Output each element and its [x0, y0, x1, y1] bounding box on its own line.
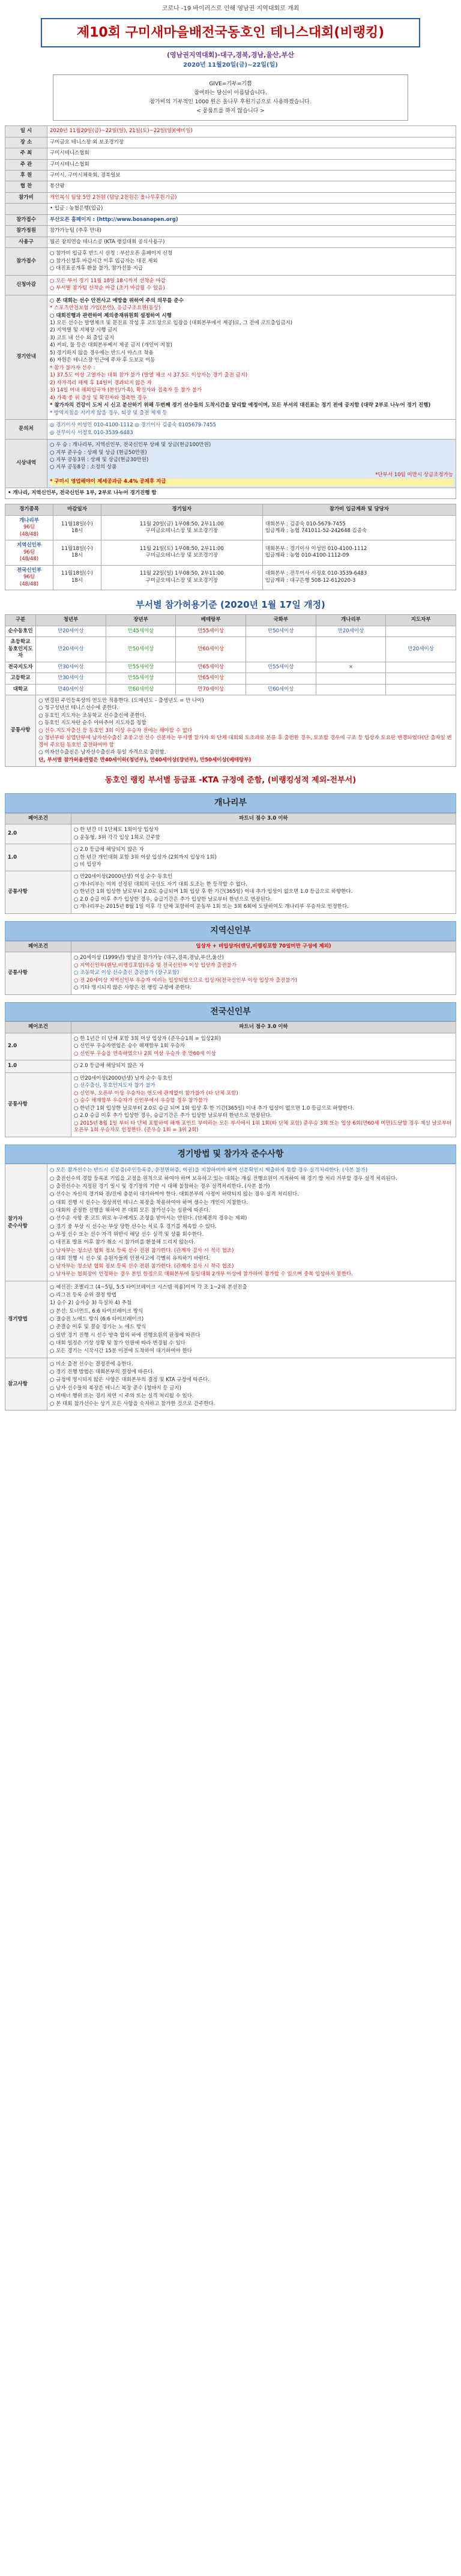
info-label: 문의처 [5, 420, 47, 440]
grade-row-label: 전국지도자 [5, 662, 36, 673]
rules-line: ○ 경기 중 부상 시 선수는 부상 당한 선수는 치료 후 경기를 계속할 수 있다. [50, 1223, 217, 1230]
grade-cell: 만55세이상 [246, 662, 316, 673]
rules-line: ○ 남자부는 청소년 협회 정보 등록 선수 전원 참가한다. (관계자 검사 시 적극 협조) [50, 1247, 234, 1254]
rules-row-label: 참고사항 [5, 1358, 47, 1410]
grade-note-line: ○ 선수.지도자출신 등 동호인 3회 이상 우승자 전에는 해야할 수 없다 [38, 727, 193, 734]
grade-cell: 만65세이상 [176, 662, 246, 673]
division-count: 96팀 [23, 524, 35, 531]
grade-cell [246, 637, 316, 662]
game-line: 4) 가족 중 위 증상 및 확진자와 접촉한 경우 [50, 395, 147, 401]
jeopsu-line: ○ 참가신청후 마감시간 이후 입금자는 대진 제외 [50, 258, 158, 264]
schedule-header: 경기일자 [101, 504, 263, 515]
gaenari-row [5, 824, 456, 844]
info-row [5, 137, 456, 148]
gaenari-row [5, 844, 456, 871]
rank-title: 동호인 랭킹 부서별 등급표 -KTA 규정에 준함, (비랭킹성적 제외-전부서) [104, 776, 357, 785]
info-value: 2020년 11월20일(금)~22일(일), 21일(토)~22일(일)(예비일) [47, 126, 456, 137]
rules-line: ○ 비매너 행위 또는 경기 지연 시 주의 또는 실격 처리될 수 있다. [50, 1392, 194, 1399]
grade-notes [36, 695, 456, 767]
grade-row-label: 순수동호인 [5, 626, 36, 636]
info-row [5, 192, 456, 203]
gaenari-row [5, 871, 456, 913]
game-line: 4) 커피, 물 등은 대회본부에서 제공 금지 (개인이 지참) [50, 342, 172, 349]
rules-line: ○ 예선전: 조별리그 (4~5팀, 5:5 타이브레이크 시스템 적용)이며 각 조 1~2위 본선진출 [50, 1284, 247, 1290]
schedule-cell: 대회본부 : 전무이사 서정호 010-3539-6483 입금계좌 : 대구은행 508-12-612020-3 [262, 565, 456, 590]
info-label: 일 시 [5, 126, 47, 137]
game-line: 2) 지역별 및 지체장 시행 금지 [50, 327, 118, 334]
schedule-row [5, 540, 456, 565]
jeopsu-line: ○ 대진표공개후 환불 불가, 참가선물 지급 [50, 265, 143, 272]
region-table [5, 941, 456, 995]
gaenari-row-content [71, 844, 456, 871]
grade-cell: 만60세이상 [246, 684, 316, 695]
rules-line: 1) 승수 2) 승자승 3) 득실차 4) 추첨 [50, 1300, 131, 1307]
info-row [5, 237, 456, 247]
national-line: ○ 선수출신, 동호인지도자 참가 불가 [74, 1083, 155, 1089]
rules-line: ○ 본선: 토너먼트, 6:6 타이브레이크 방식 [50, 1308, 143, 1314]
gaenari-line: ○ 2.0 등급에 해당되지 않은 자 [74, 847, 144, 853]
schedule-cell: 11월18일(수) 18시 [53, 565, 101, 590]
region-line: ○ 조동학교 이상 선수출신 출전불가 (장구포함) [74, 970, 179, 976]
rules-line: ○ 출전선수의 경합 등록표 기입을 고정을 원칙으로 하여야 하며 보유하고 있는 대회는 재심 진행요원이 지적하여 해 경기 방 처리 거부할 경우 실격 처리된다. [50, 1175, 397, 1182]
grade-cell: 만55세이상 [176, 626, 246, 636]
gaenari-title: 개나리부 [5, 793, 456, 813]
national-row-content [71, 1033, 456, 1060]
national-table [5, 1021, 456, 1137]
gaenari-line: ○ 한년간 1회 입상한 날로부터 2.0로 승급되며 1회 입상 후 한 기간(365일) 이내 추가 입상이 없으면 1.0 등급으로 하향한다. [74, 889, 353, 895]
grade-notes-label: 공통사항 [5, 695, 36, 767]
gaenari-line: ○ 만20세이상(2000년생) 여성 순수 동호인 [74, 874, 173, 880]
national-row [5, 1072, 456, 1137]
grade-title: 부서별 참가허용기준 (2020년 1월 17일 개정) [136, 599, 325, 610]
schedule-header: 마감일자 [53, 504, 101, 515]
grade-table [5, 614, 456, 767]
game-line: * 방역지침을 지키지 않을 경우, 퇴장 및 출전 제재 등 [50, 410, 167, 416]
grade-header: 베테랑부 [176, 615, 246, 626]
game-line: * 참가 불가자 선수 : [50, 364, 95, 371]
national-header: 페어조건 [5, 1022, 71, 1033]
division-count-split: (48/48) [19, 581, 39, 587]
schedule-division [5, 565, 53, 590]
rules-line: ○ 대회 일정은 기상 상황 및 참가 인원에 따라 변경될 수 있다 [50, 1340, 185, 1346]
region-line: ○ 기타 명시되지 않은 사항은 전 랭킹 규정에 준한다. [74, 985, 191, 991]
info-label: 참가비 [5, 192, 47, 203]
info-value: 구미시테니스협회 [47, 148, 456, 159]
gaenari-table [5, 813, 456, 914]
game-line: ○ 본 대회는 선수 안전사고 예방을 위하여 주의 의무를 준수 [50, 297, 184, 304]
rules-line: ○ 리그전 등록 순위 결정 방법 [50, 1292, 117, 1299]
grade-note-line: ○ 여자선수출신은 남자선수출신과 동일 자격으로 출전함. [38, 749, 166, 756]
region-line: ○ 전 20세이상 지역신인부 우승자 여러는 입상되었으므로 입상자(전국신인부 이상 입상자 출전불가) [74, 977, 298, 984]
grade-cell: 만50세이상 [106, 637, 176, 662]
grade-cell [316, 673, 386, 684]
info-label: 참가접수 [5, 248, 47, 275]
rules-line: ○ 남자부는 협회장이 인정하는 경우 본인 한정으로 대회본부에 동일대회 2개부 이상에 참가하여 참가할 수 있으며 중복 입상하지 못한다. [50, 1271, 353, 1278]
grade-header: 장년부 [106, 615, 176, 626]
grade-cell [246, 673, 316, 684]
info-row-divisions [5, 488, 456, 498]
rules-line: ○ 모든 참가선수는 반드시 신분증(주민등록증, 운전면허증, 여권)을 지참하여야 하며 신분확인시 제출하지 못할 경우 실격처리한다. (사본 불가) [50, 1167, 368, 1174]
national-header: 파트너 점수 3.0 이하 [71, 1022, 456, 1033]
info-row-jeopsu [5, 248, 456, 275]
info-row-contact [5, 420, 456, 440]
national-row-content [71, 1060, 456, 1072]
intro-line: 참여하는 당신이 아름답습니다. [194, 89, 267, 96]
grade-row [5, 673, 456, 684]
grade-cell [316, 637, 386, 662]
national-line: ○ 2015년 8월 1일 부터 타 단체 포함하여 해재 포인트 부여하는 모든 부서에서 1위 1회(타 단체 포함) 준우승 3회 또는 입상 6회(만60세 미만)도달할 경우 재설 날로부터 오픈부 1회 우승자로 인정한다. (준우승 1회 = 3위 2회) [74, 1120, 452, 1134]
game-line: ○ 대회진행과 관련하여 제의중재위원회 설정하여 시행 [50, 312, 172, 319]
division-count-split: (48/48) [19, 531, 39, 537]
info-value: 구미시테니스협회 [47, 159, 456, 170]
grade-cell: 만60세이상 [176, 637, 246, 662]
schedule-division [5, 515, 53, 540]
info-row-award [5, 440, 456, 488]
rules-line: ○ 출전선수는 지정된 경기 일시 및 경기장의 기반 시 대해 불참하는 경우 실격처리한다. (사본 불가) [50, 1184, 270, 1190]
info-label: 장 소 [5, 137, 47, 148]
grade-cell: × [316, 662, 386, 673]
grade-cell: 만45세이상 [106, 626, 176, 636]
national-title: 전국신인부 [5, 1002, 456, 1022]
gaenari-row-label: 공통사항 [5, 871, 71, 913]
grade-cell: 만20세이상 [386, 637, 456, 662]
info-value: 참가가능팀 (추후 안내) [47, 226, 456, 237]
grade-cell: 만30세이상 [36, 662, 106, 673]
schedule-cell: 11월18일(수) 18시 [53, 515, 101, 540]
grade-note-line: ○ 청구성년선 테니스선수에 준한다. [38, 705, 119, 712]
info-value: • 입금 : 농협은행(입금) [47, 204, 456, 214]
rules-row [5, 1358, 456, 1410]
rules-line: ○ 경기 진행 방법은 대회본부의 결정에 따른다. [50, 1368, 155, 1375]
info-label: 협 찬 [5, 181, 47, 192]
gaenari-line: ○ 2.0 승급 이후 추가 입상한 경우, 승급기간은 추가 입상한 날로부터 한년으로 연장된다. [74, 896, 272, 903]
award-line: ○ 지부 준우승 : 상패 및 상금 (현금50만원) [50, 449, 147, 456]
rules-line: ○ 결승전 노애드 방식 (6:6 타이브레이크) [50, 1316, 144, 1323]
grade-row-label: 초등학교 동호인지도자 [5, 637, 36, 662]
gaenari-line: ○ 비 입상자 [74, 862, 101, 868]
grade-cell: 만20세이상 [36, 626, 106, 636]
grade-note-line: ○ 청년부와 실업단부에 남자선수출신 초중고선 선수 신분자는 부서별 참가자 외 단체 대회외 토조과로 분류 후 출전한 경우, 토조할 경우에 구조 등 입상자 토요판 변경되었다(단 출자일 변경이 주요된 동호인 출전하여야 함 [38, 735, 452, 748]
national-row-content [71, 1072, 456, 1137]
rules-line: ○ 대회 진행 시 선수 및 응원자들의 안전사고에 각별히 유의하기 바란다. [50, 1255, 211, 1262]
national-line: ○ 2.0 등급에 해당되지 않은 자 [74, 1063, 144, 1069]
info-row-cancel [5, 275, 456, 295]
national-line: ○ 신인부, 오픈부 이상 우승자는 연도에 관계없이 참가불가 (타 단체 포함) [74, 1090, 238, 1096]
game-line: * 스포츠안전보험 가입(본인), 응급구조요원(동상) [50, 305, 161, 312]
gaenari-line: ○ 개나리부는 여의 선정된 대회의 국선도 자기 대회 토조는 한 등작할 수 없다. [74, 881, 247, 887]
grade-cell: 만20세이상 [316, 626, 386, 636]
game-line: 1) 모든 선수는 발열체크 및 문진표 작성 후 코트장으로 입장을 (대회본부에서 제공)로, 그 전에 코트출입금지) [50, 320, 293, 326]
grade-row-label: 고등학교 [5, 673, 36, 684]
grade-cell [386, 626, 456, 636]
grade-cell: 만20세이상 [36, 637, 106, 662]
grade-cell: 만30세이상 [36, 673, 106, 684]
region-row [5, 952, 456, 994]
national-line: ○ 한 1년간 더 단체 포함 3회 이상 입상자 (준우승1회 = 입상2회) [74, 1035, 221, 1042]
intro-line: GIVE=기부=기쁨 [209, 80, 252, 87]
divisions-line: • 개나리, 지역신인부, 전국신인부 1부, 2부로 나누어 경기진행 함 [5, 488, 456, 498]
info-row [5, 159, 456, 170]
grade-cell: 만60세이상 [106, 684, 176, 695]
contact-line: ◎ 경기이사 이성민 010-4100-1112 ◎ 경기이사 김종숙 0105679-7455 [50, 422, 216, 429]
award-tax-note: * 구미시 영업해야이 제세공과금 4.4% 공제후 지급 [50, 479, 453, 485]
rules-row [5, 1281, 456, 1358]
division-name: 개나리부 [19, 517, 39, 524]
game-line: 6) 자원은 테니스장 인근에 주차 후 도보로 이동 [50, 357, 155, 364]
rules-line: ○ 모든 경기는 시작시간 15분 이전에 도착하여 대기하여야 한다 [50, 1348, 192, 1355]
region-header: 페어조건 [5, 941, 71, 952]
national-row-label: 공통사항 [5, 1072, 71, 1137]
grade-row-label: 대학교 [5, 684, 36, 695]
division-count: 96팀 [23, 574, 35, 581]
info-row [5, 181, 456, 192]
game-line: * 참가자의 건강이 도저 시 신고 분산하기 위해 두번째 경기 선수들의 도착시간을 달리할 예정이며, 모든 부서의 대진표는 경기 전에 공지함 (대략 2부로 나누어 경기 진행) [50, 402, 431, 409]
cancel-line: ○ 모든 부서 경기 11월 18일 18시까지 선착순 마감 [50, 277, 166, 284]
gaenari-line: ○ 한 년간 개인대회 포함 3위 이상 입상자 (2회까지 입상자 1회) [74, 854, 217, 860]
award-line: ○ 우 승 : 개나리부, 지역신인부, 전국신인부 상패 및 상금(현금100만원) [50, 442, 211, 449]
rules-line: ○ 선수는 자신의 경기와 전/진에 충분히 대기하여야 한다. 대회본부의 사정이 허락되지 않는 경우 실격 처리된다. [50, 1191, 299, 1198]
grade-note-line: ○ 변경된 주민등록상의 연도만 적용한다. (도매년도 - 출생년도 = 만 나이) [38, 698, 204, 704]
grade-note-line: 단, 부서별 참가허용연령은 만40세이하(청년부), 만40세이상(장년부), 만50세이상(베테랑부) [38, 757, 252, 763]
schedule-cell: 11월 22일(일) 1부08:50, 2부11:00 구미금오테니스장 및 보조경기장 [101, 565, 263, 590]
info-label: 신청마감 [5, 275, 47, 295]
national-line: ○ 한년간 1회 입상한 날로부터 2.0로 승급 되며 1회 입상 후 한 기간(365일) 이내 추가 입상이 없으면 1.0 등급으로 하향한다. [74, 1105, 355, 1111]
region-row-content [71, 952, 456, 994]
grade-cell [386, 673, 456, 684]
division-count: 96팀 [23, 549, 35, 555]
info-row [5, 170, 456, 181]
gaenari-row-content [71, 824, 456, 844]
schedule-cell: 11월18일(수) 18시 [53, 540, 101, 565]
rules-line: ○ 규정에 명시되지 않은 사항은 대회본부의 결정 및 KTA 규정에 따른다. [50, 1377, 209, 1383]
national-line: ○ 신인부 우승자연입은 승수 해재함부 1회 우승자 [74, 1043, 185, 1050]
grade-row [5, 637, 456, 662]
rules-line: ○ 대회 진행 시 선수는 정상적인 테니스 복장을 착용하여야 하며 생수는 개인이 지참한다. [50, 1199, 248, 1206]
info-label: 주 관 [5, 159, 47, 170]
info-value: 부산오픈 홈페이지 : (http://www.bosanopen.org) [47, 214, 456, 225]
gaenari-row-content [71, 871, 456, 913]
intro-line: < 몽룸트를 하지 않습니다 > [196, 107, 265, 114]
info-value: 월곤 장의연습 테니스공 (KTA 랭킹대회 공식사용구) [47, 237, 456, 247]
grade-cell [386, 662, 456, 673]
page-title: 제10회 구미새마을배전국동호인 테니스대회(비랭킹) [76, 25, 385, 40]
grade-header: 개나리부 [316, 615, 386, 626]
info-row [5, 204, 456, 214]
rules-line: ○ 선수운 사항 중 코트 위로 누구에게도 조정을 받아서는 안된다. (단체전의 경우는 제외) [50, 1215, 247, 1222]
grade-header: 구분 [5, 615, 36, 626]
game-line: 2) 자가격리 해제 후 14일이 경과되지 않은 자 [50, 379, 152, 386]
national-line: ○ 2.0 승급 이후 추가 입상한 경우, 승급기간은 추가 입상한 날로부터 한년으로 연장된다. [74, 1113, 272, 1119]
info-label: 시상내역 [5, 440, 47, 488]
schedule-cell: 11월 20일(금) 1부08:50, 2부11:00 구미금오테니스장 및 보조경기장 [101, 515, 263, 540]
jeopsu-line: ○ 참가비 입금후 반드시 신청 : 부산오픈 홈페이지 신청 [50, 250, 173, 257]
info-label: 참가정원 [5, 226, 47, 237]
national-line: ○ 만20세이상(2000년생) 남자 순수 동호인 [74, 1075, 173, 1081]
schedule-table [5, 504, 456, 590]
schedule-cell: 대회본부 : 김종숙 010-5679-7455 입금계좌 : 농협 741011-52-242648 김종숙 [262, 515, 456, 540]
rules-line: ○ 일반 경기 진행 시 선수 양측 합의 하에 진행요원의 판정에 따른다 [50, 1332, 200, 1338]
gaenari-row-label: 2.0 [5, 824, 71, 844]
rules-line: ○ 남자 선수들의 복장은 테니스 복장 준수 (청바지 등 금지) [50, 1385, 182, 1391]
info-row [5, 226, 456, 237]
region-line: ○ 20세이상 (1999년) 영남권 참가가능 (대구,경북,경남,부산,울산) [74, 955, 224, 961]
schedule-division [5, 540, 53, 565]
rules-title: 경기방법 및 참가자 준수사항 [5, 1144, 456, 1164]
info-value: 봉산팡 [47, 181, 456, 192]
gaenari-header: 파트너 점수 3.0 이하 [71, 813, 456, 824]
division-name: 전국신인부 [16, 567, 42, 573]
division-name: 지역신인부 [16, 542, 42, 549]
info-value: 개인복식 팀당 5만 2천원 (팀당 2천원은 올나무후원기금) [47, 192, 456, 203]
award-line: ○ 지부 공동8강 : 소정의 상품 [50, 464, 117, 471]
info-label: 후 원 [5, 170, 47, 181]
rules-line: ○ 남자부는 청소년 협회 정보 등록 선수 전원 참가한다. (관계자 검사 시 적극 협조) [50, 1263, 234, 1270]
grade-cell: 만40세이상 [36, 684, 106, 695]
rules-row-content [47, 1281, 456, 1358]
info-label: 참가접수 [5, 214, 47, 225]
rules-table [5, 1164, 456, 1410]
subtitle-region: (영남권지역대회)-대구,경북,경남,울산,부산 [167, 51, 294, 59]
region-line: ○ 지역신인부(랜딩,비랭킹포함)우승 및 전국신인부 이상 입상자 출전불가 [74, 962, 237, 969]
national-line: ○ 승수 해재함부 우승자가 신인부에서 우승할 경우 참가불가 [74, 1098, 208, 1104]
schedule-cell: 대회본부 : 경기이사 이성민 010-4100-1112 입금계좌 : 농협 010-4100-1112-09 [262, 540, 456, 565]
gaenari-header: 페어조건 [5, 813, 71, 824]
info-label [5, 204, 47, 214]
grade-note-line: ○ 동호인 지도자는 조동학교 선수출신에 준한다. [38, 712, 146, 719]
national-row-label: 2.0 [5, 1033, 71, 1060]
grade-row [5, 684, 456, 695]
info-label: 주 최 [5, 148, 47, 159]
subtitle-dates: 2020년 11월20일(금)~22일(일) [183, 62, 278, 69]
gaenari-line: ○ 한 년간 더 1단체토 1회이상 입상자 [74, 827, 159, 833]
game-line: 3) 코트 내 선수 외 출입 금지 [50, 334, 115, 341]
grade-cell: 만70세이상 [176, 684, 246, 695]
game-line: 5) 경기하지 않을 경우에는 반드시 마스크 착용 [50, 349, 154, 356]
rules-row-label: 경기방법 [5, 1281, 47, 1358]
schedule-row [5, 565, 456, 590]
schedule-header: 참가비 입금계좌 및 담당자 [262, 504, 456, 515]
national-row [5, 1060, 456, 1072]
grade-cell: 만65세이상 [176, 673, 246, 684]
intro-line: 참가비의 기부적인 1000 원은 올나무 후원기금으로 사용하겠습니다. [149, 98, 312, 105]
schedule-header: 경기종목 [5, 504, 53, 515]
gaenari-line: ○ 개나리부는 2015년 8월 1일 이후 각 단체 포함하여 운동부 1회 또는 3회 6회에 도달하여도 개나리부 우승자로 인정한다. [74, 904, 349, 910]
info-row-game [5, 295, 456, 420]
region-header: 입상자 + 비입상자(랜딩,비랭킹포함 70일미만 구성에 제외) [71, 941, 456, 952]
info-value: 구미금오 테니스장 외 보조경기장 [47, 137, 456, 148]
grade-cell [316, 684, 386, 695]
rules-line: ○ 대회의 공정한 진행을 위하여 본 대회 모든 참가선수는 심판에 따른다. [50, 1207, 211, 1214]
grade-cell: 만55세이상 [106, 673, 176, 684]
grade-row [5, 626, 456, 636]
info-label: 사용구 [5, 237, 47, 247]
info-value [47, 295, 456, 420]
rules-line: ○ 미소 출전 선수는 결정전에 응한다. [50, 1361, 133, 1367]
rules-line: ○ 대진표 발표 이후 참가 취소 시 참가비를 환불해 드리지 않는다. [50, 1239, 196, 1246]
info-label: 경기안내 [5, 295, 47, 420]
info-value: 구미시, 구미시체육회, 경북일보 [47, 170, 456, 181]
schedule-row [5, 515, 456, 540]
grade-header: 청년부 [36, 615, 106, 626]
national-row [5, 1033, 456, 1060]
rules-row-content [47, 1358, 456, 1410]
cancel-line: ○ 부서별 참가팀 선착순 마감 (초기 마감될 수 있음) [50, 285, 165, 292]
intro-box [53, 74, 408, 121]
grade-note-line: ○ 동호인 지도자란 순수 아마추어 지도자를 칭함 [38, 720, 146, 727]
grade-cell: 만50세이상 [246, 626, 316, 636]
rules-row-label: 참가자 준수사항 [5, 1164, 47, 1281]
division-count-split: (48/48) [19, 556, 39, 563]
rules-row [5, 1164, 456, 1281]
info-row [5, 214, 456, 225]
game-line: 1) 37.5도 이상 고열자는 대회 참가 불가 (발열 체크 시 37.5도 이상자는 경기 출전 금지) [50, 372, 248, 379]
gaenari-row-label: 1.0 [5, 844, 71, 871]
schedule-cell: 11월 21일(토) 1부08:50, 2부11:00 구미금오테니스장 및 보조경기장 [101, 540, 263, 565]
grade-row [5, 662, 456, 673]
info-table [5, 125, 456, 499]
region-title: 지역신인부 [5, 921, 456, 941]
game-line: 3) 14일 이내 해외입국자 (본인/가족), 확진자와 접촉자 등 참가 불가 [50, 387, 202, 394]
top-notice: 코로나 -19 바이러스로 인해 영남권 지역대회로 개최 [161, 5, 300, 12]
info-value [47, 420, 456, 440]
info-value [47, 440, 456, 488]
rules-row-content [47, 1164, 456, 1281]
rules-line: ○ 부정 선수 또는 선수 자격 위반시 해당 선수 실격 및 상품 회수한다. [50, 1231, 204, 1238]
grade-header: 지도자부 [386, 615, 456, 626]
info-row [5, 126, 456, 137]
contact-line: ◎ 전무이사 서정호 010-3539-6483 [50, 429, 133, 436]
info-value [47, 275, 456, 295]
rules-line: ○ 본 대회 참가선수는 상기 모든 사항을 숙지하고 참가한 것으로 간주한다. [50, 1401, 215, 1407]
award-line: ○ 지부 공동3위 : 상패 및 상금(현금30만원) [50, 456, 149, 463]
region-row-label: 공통사항 [5, 952, 71, 994]
national-line: ○ 신인부 우승을 연속하였으나 2회 이상 우승자 중 만60세 이상 [74, 1050, 216, 1057]
gaenari-line: ○ 운동형, 3위 각각 입상 1회로 간주함 [74, 834, 160, 841]
grade-header: 국화부 [246, 615, 316, 626]
info-row [5, 148, 456, 159]
title-box [41, 18, 420, 48]
grade-cell: 만55세이상 [106, 662, 176, 673]
rules-line: ○ 준결승 이후 및 결승 경기는 노 애드 방식 [50, 1324, 146, 1331]
grade-cell [386, 684, 456, 695]
info-value [47, 248, 456, 275]
award-note: *단부서 10팀 미만시 상금조정가능 [375, 471, 453, 478]
national-row-label: 1.0 [5, 1060, 71, 1072]
